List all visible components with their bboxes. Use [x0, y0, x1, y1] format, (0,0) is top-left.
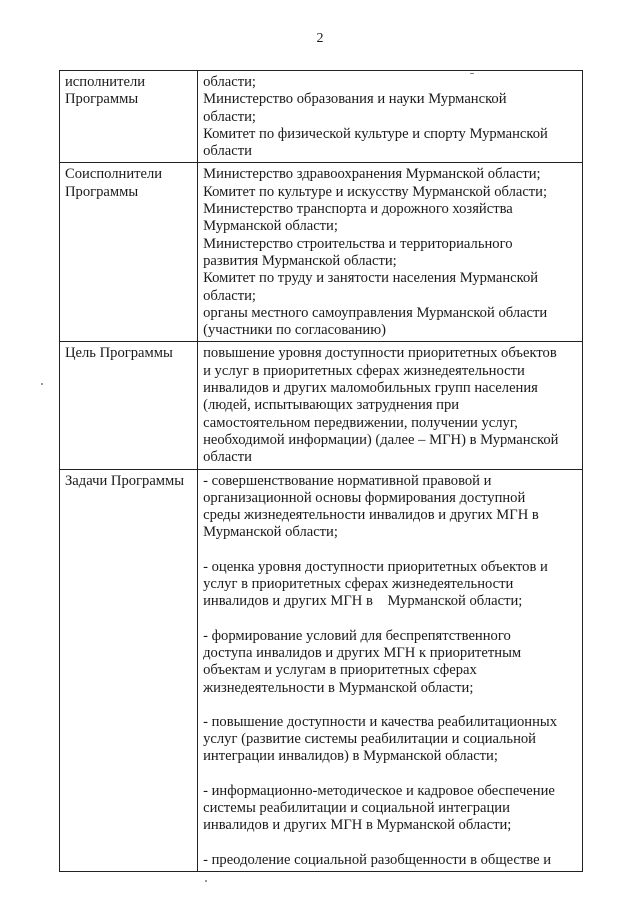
page-number: 2: [316, 31, 324, 46]
table-row-co-executors: [60, 163, 583, 342]
text-line: Мурманской области;: [203, 218, 338, 235]
label-line: Задачи Программы: [65, 472, 185, 489]
value-paragraph: [203, 628, 577, 697]
row-label: [60, 342, 198, 469]
value-paragraph: [203, 184, 577, 201]
text-line: инвалидов и других маломобильных групп населения: [203, 380, 538, 397]
scan-speck: [205, 880, 207, 882]
text-line: - информационно-методическое и кадровое обеспечение: [203, 782, 555, 799]
paragraph-gap: [203, 766, 577, 783]
text-line: области: [203, 449, 252, 466]
text-line: области;: [203, 74, 256, 90]
label-line: Соисполнители: [65, 166, 163, 183]
row-value: [198, 469, 583, 871]
text-line: и услуг в приоритетных сферах жизнедеятельности: [203, 362, 525, 379]
text-line: Министерство транспорта и дорожного хозяйства: [203, 201, 513, 218]
scan-speck: [41, 383, 43, 385]
value-paragraph: [203, 126, 577, 161]
text-line: Министерство образования и науки Мурманской: [203, 91, 507, 108]
text-line: (участники по согласованию): [203, 322, 386, 339]
label-line: Программы: [65, 183, 139, 200]
text-line: объектам и услугам в приоритетных сферах: [203, 662, 477, 679]
value-paragraph: [203, 91, 577, 126]
row-label: [60, 163, 198, 342]
text-line: Комитет по физической культуре и спорту Мурманской: [203, 125, 548, 142]
value-paragraph: [203, 714, 577, 766]
text-line: Комитет по труду и занятости населения Мурманской: [203, 270, 539, 287]
row-value: [198, 71, 583, 163]
text-line: органы местного самоуправления Мурманской области: [203, 304, 548, 321]
value-paragraph: [203, 783, 577, 835]
text-line: доступа инвалидов и других МГН к приоритетным: [203, 644, 522, 661]
text-line: интеграции инвалидов) в Мурманской области;: [203, 748, 498, 765]
table-row-goal: [60, 342, 583, 469]
label-line: исполнители: [65, 74, 146, 90]
text-line: - совершенствование нормативной правовой и: [203, 472, 492, 489]
table-row-tasks: [60, 469, 583, 871]
value-paragraph: [203, 559, 577, 611]
paragraph-gap: [203, 697, 577, 714]
text-line: - преодоление социальной разобщенности в обществе и: [203, 851, 552, 868]
text-line: организационной основы формирования доступной: [203, 489, 526, 506]
text-line: повышение уровня доступности приоритетных объектов: [203, 345, 557, 362]
text-line: - оценка уровня доступности приоритетных объектов и: [203, 558, 548, 575]
text-line: жизнедеятельности в Мурманской области;: [203, 679, 474, 696]
text-line: области;: [203, 108, 256, 125]
value-paragraph: [203, 74, 577, 91]
text-line: самостоятельном передвижении, получении услуг,: [203, 414, 518, 431]
text-line: - формирование условий для беспрепятственного: [203, 627, 511, 644]
label-line: Программы: [65, 91, 139, 108]
value-paragraph: [203, 852, 577, 869]
row-value: [198, 163, 583, 342]
text-line: услуг (развитие системы реабилитации и социальной: [203, 731, 536, 748]
text-line: - повышение доступности и качества реабилитационных: [203, 713, 558, 730]
paragraph-gap: [203, 835, 577, 852]
text-line: инвалидов и других МГН в Мурманской области;: [203, 593, 523, 610]
paragraph-gap: [203, 611, 577, 628]
row-value: [198, 342, 583, 469]
value-paragraph: [203, 305, 577, 340]
text-line: среды жизнедеятельности инвалидов и других МГН в: [203, 507, 539, 524]
value-paragraph: [203, 473, 577, 542]
scan-speck: [470, 73, 474, 74]
text-line: услуг в приоритетных сферах жизнедеятельности: [203, 576, 514, 593]
text-line: (людей, испытывающих затруднения при: [203, 397, 460, 414]
value-paragraph: [203, 201, 577, 236]
row-label: [60, 71, 198, 163]
value-paragraph: [203, 236, 577, 271]
value-paragraph: [203, 345, 577, 466]
row-label: [60, 469, 198, 871]
text-line: области;: [203, 287, 256, 304]
text-line: Министерство строительства и территориального: [203, 235, 513, 252]
label-line: Цель Программы: [65, 345, 173, 362]
value-paragraph: [203, 270, 577, 305]
text-line: Мурманской области;: [203, 524, 338, 541]
paragraph-gap: [203, 542, 577, 559]
text-line: области: [203, 143, 252, 160]
value-paragraph: [203, 166, 577, 183]
text-line: системы реабилитации и социальной интеграции: [203, 799, 510, 816]
text-line: развития Мурманской области;: [203, 252, 397, 269]
program-passport-table: [59, 70, 583, 872]
table-row-executors: [60, 71, 583, 163]
text-line: инвалидов и других МГН в Мурманской области;: [203, 817, 512, 834]
text-line: Комитет по культуре и искусству Мурманской области;: [203, 183, 548, 200]
text-line: Министерство здравоохранения Мурманской области;: [203, 166, 541, 183]
text-line: необходимой информации) (далее – МГН) в Мурманской: [203, 431, 559, 448]
